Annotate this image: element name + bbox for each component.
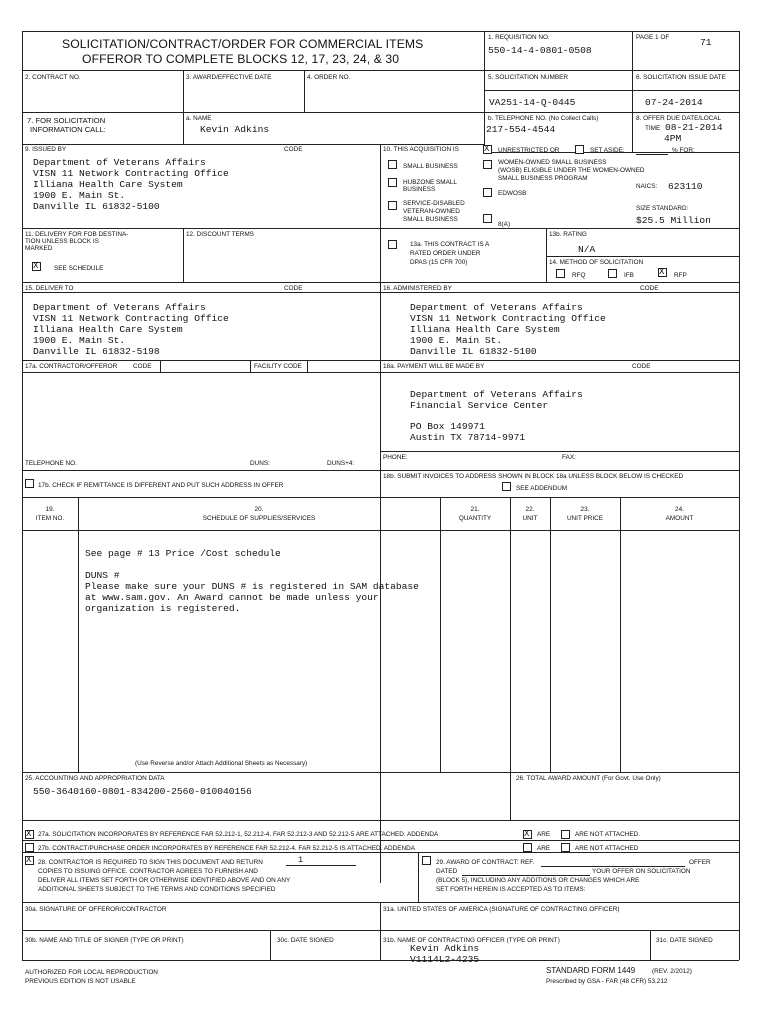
sdvosb-label-3: SMALL BUSINESS (403, 216, 458, 223)
naics-value: 623110 (668, 181, 703, 192)
info-call-label: 7. FOR SOLICITATION (27, 116, 106, 125)
rule (183, 112, 184, 144)
contractor-label: 17a. CONTRACTOR/OFFEROR (25, 363, 118, 370)
payment-code-label: CODE (632, 363, 651, 370)
form-title-line1: SOLICITATION/CONTRACT/ORDER FOR COMMERCIAL ITEMS (62, 37, 424, 51)
wosb-checkbox[interactable] (483, 160, 492, 169)
check-mark: X (524, 829, 530, 839)
29-your-offer: YOUR OFFER ON SOLICITATION (592, 868, 691, 875)
rule (22, 70, 739, 71)
check-mark: X (659, 267, 665, 277)
rule (550, 497, 551, 772)
rule (380, 902, 381, 960)
facility-code-label: FACILITY CODE (254, 363, 302, 370)
29-dated-underline (462, 875, 590, 876)
form-prescribed: Prescribed by GSA - FAR (48 CFR) 53.212 (546, 978, 668, 985)
check-mark: X (33, 261, 39, 271)
deliver-to-label: 15. DELIVER TO (25, 285, 74, 292)
29-line3: (BLOCK 5), INCLUDING ANY ADDITIONS OR CHANGES WHICH ARE (436, 877, 640, 884)
see-addendum-label: SEE ADDENDUM (516, 485, 568, 492)
31c-label: 31c. DATE SIGNED (656, 937, 713, 944)
29-offer: OFFER (689, 859, 711, 866)
col-schedule: SCHEDULE OF SUPPLIES/SERVICES (202, 515, 316, 522)
requisition-value: 550-14-4-0801-0508 (488, 45, 592, 56)
30b-label: 30b. NAME AND TITLE OF SIGNER (TYPE OR PRINT) (25, 937, 184, 944)
form-name: STANDARD FORM 1449 (546, 966, 636, 975)
rule (418, 852, 419, 902)
remittance-label: 17b. CHECK IF REMITTANCE IS DIFFERENT AND PUT SUCH ADDRESS IN OFFER (38, 482, 284, 489)
form-rev: (REV. 2/2012) (652, 968, 692, 975)
8a-checkbox[interactable] (483, 214, 492, 223)
footer-previous-edition: PREVIOUS EDITION IS NOT USABLE (25, 978, 136, 985)
ifb-label: IFB (624, 272, 634, 279)
27a-are-label: ARE (537, 831, 551, 838)
issued-by-line: VISN 11 Network Contracting Office (33, 168, 229, 179)
fax-label: FAX: (562, 454, 576, 461)
remittance-checkbox[interactable] (25, 479, 34, 488)
28-line1: 28. CONTRACTOR IS REQUIRED TO SIGN THIS DOCUMENT AND RETURN (38, 859, 263, 866)
page-total: 71 (700, 37, 712, 48)
rule (510, 772, 511, 820)
see-addendum-checkbox[interactable] (502, 482, 511, 491)
rule (22, 228, 739, 229)
rule (250, 360, 251, 372)
rfp-checkbox[interactable] (658, 268, 667, 277)
rule (22, 372, 739, 373)
deliver-to-line: 1900 E. Main St. (33, 335, 126, 346)
rule (160, 360, 161, 372)
29-line4: SET FORTH HEREIN IS ACCEPTED AS TO ITEMS: (436, 886, 586, 893)
unrestricted-label: UNRESTRICTED OR (498, 147, 560, 154)
col-unit-price-num: 23. (580, 506, 590, 513)
issued-by-line: Illiana Health Care System (33, 179, 183, 190)
rfq-label: RFQ (572, 272, 586, 279)
administered-by-line: Illiana Health Care System (410, 324, 560, 335)
schedule-line: See page # 13 Price /Cost schedule (85, 548, 281, 559)
rule (22, 960, 739, 961)
deliver-to-line: Department of Veterans Affairs (33, 302, 206, 313)
rule (22, 840, 739, 841)
rule (304, 70, 305, 112)
check-mark: X (26, 855, 32, 865)
administered-by-line: VISN 11 Network Contracting Office (410, 313, 606, 324)
27b-not-checkbox[interactable] (561, 843, 570, 852)
payment-line: Financial Service Center (410, 400, 549, 411)
set-aside-label: SET ASIDE: (590, 147, 625, 154)
col-quantity-num: 21. (470, 506, 480, 513)
info-call-label-2: INFORMATION CALL: (30, 125, 106, 134)
rule (270, 930, 271, 960)
discount-terms-label: 12. DISCOUNT TERMS (186, 231, 254, 238)
27b-checkbox[interactable] (25, 843, 34, 852)
see-schedule-checkbox[interactable] (32, 262, 41, 271)
rule (484, 90, 739, 91)
payment-line: Austin TX 78714-9971 (410, 432, 526, 443)
29-ref-underline (541, 866, 685, 867)
28-checkbox[interactable] (25, 856, 34, 865)
form-title-line2: OFFEROR TO COMPLETE BLOCKS 12, 17, 23, 24, & 30 (82, 52, 400, 66)
27a-text: 27a. SOLICITATION INCORPORATES BY REFERENCE FAR 52.212-1, 52.212-4. FAR 52.212-3 AND 52.212-5 ARE ATTACHED. ADDENDA (38, 831, 439, 838)
sdvosb-label: SERVICE-DISABLED (403, 200, 465, 207)
rule (183, 228, 184, 282)
rule (22, 470, 739, 471)
27a-not-checkbox[interactable] (561, 830, 570, 839)
col-unit-num: 22. (525, 506, 535, 513)
wosb-label-2: (WOSB) ELIGIBLE UNDER THE WOMEN-OWNED (498, 167, 645, 174)
schedule-line: Please make sure your DUNS # is registered in SAM database (85, 581, 419, 592)
requisition-label: 1. REQUISITION NO. (488, 34, 550, 41)
29-checkbox[interactable] (422, 856, 431, 865)
hubzone-checkbox[interactable] (388, 178, 397, 187)
27a-not-label: ARE NOT ATTACHED. (575, 831, 640, 838)
size-standard-label: SIZE STANDARD: (636, 205, 689, 212)
31b-id: V1114L2-4235 (410, 954, 480, 965)
phone-value: 217-554-4544 (486, 124, 556, 135)
rule (183, 70, 184, 112)
additional-sheets-note: (Use Reverse and/or Attach Additional Sheets as Necessary) (135, 760, 308, 767)
award-date-label: 3. AWARD/EFFECTIVE DATE (186, 74, 272, 81)
wosb-label-3: SMALL BUSINESS PROGRAM (498, 175, 588, 182)
hubzone-label: HUBZONE SMALL (403, 179, 457, 186)
30a-label: 30a. SIGNATURE OF OFFEROR/CONTRACTOR (25, 906, 167, 913)
solicitation-no-label: 5. SOLICITATION NUMBER (488, 74, 569, 81)
31a-label: 31a. UNITED STATES OF AMERICA (SIGNATURE OF CONTRACTING OFFICER) (383, 906, 620, 913)
schedule-line: organization is registered. (85, 603, 241, 614)
accounting-value: 550-3640160-0801-834200-2560-010040156 (33, 786, 252, 797)
fob-label-2: TION UNLESS BLOCK IS (25, 238, 99, 245)
telephone-label: TELEPHONE NO. (25, 460, 77, 467)
payment-line: Department of Veterans Affairs (410, 389, 583, 400)
small-business-checkbox[interactable] (388, 160, 397, 169)
contract-no-label: 2. CONTRACT NO. (25, 74, 81, 81)
solicitation-no-value: VA251-14-Q-0445 (489, 97, 576, 108)
col-unit-price: UNIT PRICE (566, 515, 604, 522)
27b-are-label: ARE (537, 845, 551, 852)
rule (22, 360, 739, 361)
28-line4: ADDITIONAL SHEETS SUBJECT TO THE TERMS AND CONDITIONS SPECIFIED (38, 886, 276, 893)
administered-by-label: 16. ADMINISTERED BY (383, 285, 452, 292)
col-amount: AMOUNT (665, 515, 694, 522)
see-schedule-label: SEE SCHEDULE (54, 265, 104, 272)
naics-label: NAICS: (636, 183, 658, 190)
administered-by-line: Danville IL 61832-5100 (410, 346, 537, 357)
27a-are-checkbox[interactable] (523, 830, 532, 839)
29-dated: DATED (436, 868, 458, 875)
administered-by-line: Department of Veterans Affairs (410, 302, 583, 313)
rated-order-label: 13a. THIS CONTRACT IS A (410, 241, 490, 248)
rule (22, 292, 739, 293)
fob-label-3: MARKED (25, 245, 53, 252)
rating-label: 13b. RATING (549, 231, 587, 238)
check-mark: X (484, 144, 490, 154)
deliver-to-code-label: CODE (284, 285, 303, 292)
31b-name: Kevin Adkins (410, 943, 480, 954)
rule (22, 112, 739, 113)
col-schedule-num: 20. (254, 506, 264, 513)
offer-due-date: 08-21-2014 (665, 122, 723, 133)
small-business-label: SMALL BUSINESS (403, 163, 458, 170)
rfq-checkbox[interactable] (556, 269, 565, 278)
rule (620, 497, 621, 772)
acquisition-label: 10. THIS ACQUISITION IS (383, 146, 459, 153)
col-item-no-num: 19. (45, 506, 55, 513)
set-aside-pct-line (636, 154, 668, 155)
wosb-label: WOMEN-OWNED SMALL BUSINESS (498, 159, 607, 166)
edwosb-checkbox[interactable] (483, 188, 492, 197)
schedule-line: DUNS # (85, 570, 120, 581)
payment-label: 18a. PAYMENT WILL BE MADE BY (383, 363, 485, 370)
offer-due-time-label: TIME (645, 125, 661, 132)
rated-order-label-3: DPAS (15 CFR 700) (410, 259, 468, 266)
schedule-line: at www.sam.gov. An Award cannot be made unless your (85, 592, 379, 603)
offer-due-label: 8. OFFER DUE DATE/LOCAL (636, 115, 722, 122)
payment-line: PO Box 149971 (410, 421, 485, 432)
rule (22, 530, 739, 531)
accounting-label: 25. ACCOUNTING AND APPROPRIATION DATA (25, 775, 165, 782)
name-label: a. NAME (186, 115, 212, 122)
phone-label: b. TELEPHONE NO. (No Collect Calls) (488, 115, 599, 122)
deliver-to-line: Illiana Health Care System (33, 324, 183, 335)
rule (380, 144, 484, 145)
deliver-to-line: VISN 11 Network Contracting Office (33, 313, 229, 324)
footer-reproduction: AUTHORIZED FOR LOCAL REPRODUCTION (25, 969, 158, 976)
size-standard-value: $25.5 Million (636, 215, 711, 226)
col-item-no: ITEM NO. (35, 515, 65, 522)
rule (484, 31, 485, 152)
rule (78, 497, 79, 772)
rule (307, 360, 308, 372)
issued-by-line: Danville IL 61832-5100 (33, 201, 160, 212)
issued-by-code-label: CODE (284, 146, 303, 153)
copies-value: 1 (298, 855, 304, 865)
check-mark: X (26, 829, 32, 839)
rule (22, 497, 739, 498)
unrestricted-checkbox[interactable] (483, 145, 492, 154)
rule (546, 256, 739, 257)
contractor-code-label: CODE (133, 363, 152, 370)
page-label: PAGE 1 OF (636, 34, 670, 41)
order-no-label: 4. ORDER NO. (307, 74, 351, 81)
rule (440, 497, 441, 772)
30c-label: 30c. DATE SIGNED (277, 937, 334, 944)
pct-for-label: % FOR: (672, 147, 695, 154)
27a-checkbox[interactable] (25, 830, 34, 839)
rule (22, 820, 739, 821)
8a-label: 8(A) (498, 221, 511, 228)
total-award-label: 26. TOTAL AWARD AMOUNT (For Govt. Use Only) (516, 775, 661, 782)
ifb-checkbox[interactable] (608, 269, 617, 278)
col-amount-num: 24. (675, 506, 684, 513)
rule (546, 228, 547, 282)
28-line3: DELIVER ALL ITEMS SET FORTH OR OTHERWISE IDENTIFIED ABOVE AND ON ANY (38, 877, 291, 884)
rfp-label: RFP (674, 272, 687, 279)
sdvosb-checkbox[interactable] (388, 201, 397, 210)
29-line1: 29. AWARD OF CONTRACT: REF. (436, 859, 535, 866)
27b-are-checkbox[interactable] (523, 843, 532, 852)
edwosb-label: EDWOSB (498, 190, 527, 197)
rule (510, 497, 511, 772)
27b-not-label: ARE NOT ATTACHED (575, 845, 639, 852)
28-line2: COPIES TO ISSUING OFFICE. CONTRACTOR AGREES TO FURNISH AND (38, 868, 258, 875)
rule (650, 930, 651, 960)
contact-name: Kevin Adkins (200, 124, 270, 135)
deliver-to-line: Danville IL 61832-5198 (33, 346, 160, 357)
fob-label: 11. DELIVERY FOR FOB DESTINA- (25, 231, 129, 238)
rule (739, 31, 740, 960)
hubzone-label-2: BUSINESS (403, 186, 436, 193)
set-aside-checkbox[interactable] (575, 145, 584, 154)
rated-order-checkbox[interactable] (388, 240, 397, 249)
27b-text: 27b. CONTRACT/PURCHASE ORDER INCORPORATES BY REFERENCE FAR 52.212-4. FAR 52.212-5 IS ATTACHED. ADDENDA (38, 845, 416, 852)
31b-label: 31b. NAME OF CONTRACTING OFFICER (TYPE OR PRINT) (383, 937, 560, 944)
col-unit: UNIT (522, 515, 538, 522)
submit-invoices-label: 18b. SUBMIT INVOICES TO ADDRESS SHOWN IN BLOCK 18a UNLESS BLOCK BELOW IS CHECKED (383, 473, 684, 480)
col-quantity: QUANTITY (458, 515, 492, 522)
rule (22, 772, 739, 773)
issued-by-line: 1900 E. Main St. (33, 190, 126, 201)
issued-by-line: Department of Veterans Affairs (33, 157, 206, 168)
issue-date-label: 6. SOLICITATION ISSUE DATE (636, 74, 726, 81)
administered-by-line: 1900 E. Main St. (410, 335, 503, 346)
rating-value: N/A (578, 244, 596, 255)
copies-underline (286, 865, 356, 866)
rule (632, 31, 633, 152)
rule (22, 282, 739, 283)
method-label: 14. METHOD OF SOLICITATION (549, 259, 644, 266)
issued-by-label: 9. ISSUED BY (25, 146, 67, 153)
sdvosb-label-2: VETERAN-OWNED (403, 208, 460, 215)
offer-due-time: 4PM (664, 133, 682, 144)
rated-order-label-2: RATED ORDER UNDER (410, 250, 481, 257)
issue-date-value: 07-24-2014 (645, 97, 703, 108)
rule (380, 451, 739, 452)
duns4-label: DUNS+4: (327, 460, 355, 467)
phone-label: PHONE: (383, 454, 408, 461)
duns-label: DUNS: (250, 460, 270, 467)
administered-by-code-label: CODE (640, 285, 659, 292)
